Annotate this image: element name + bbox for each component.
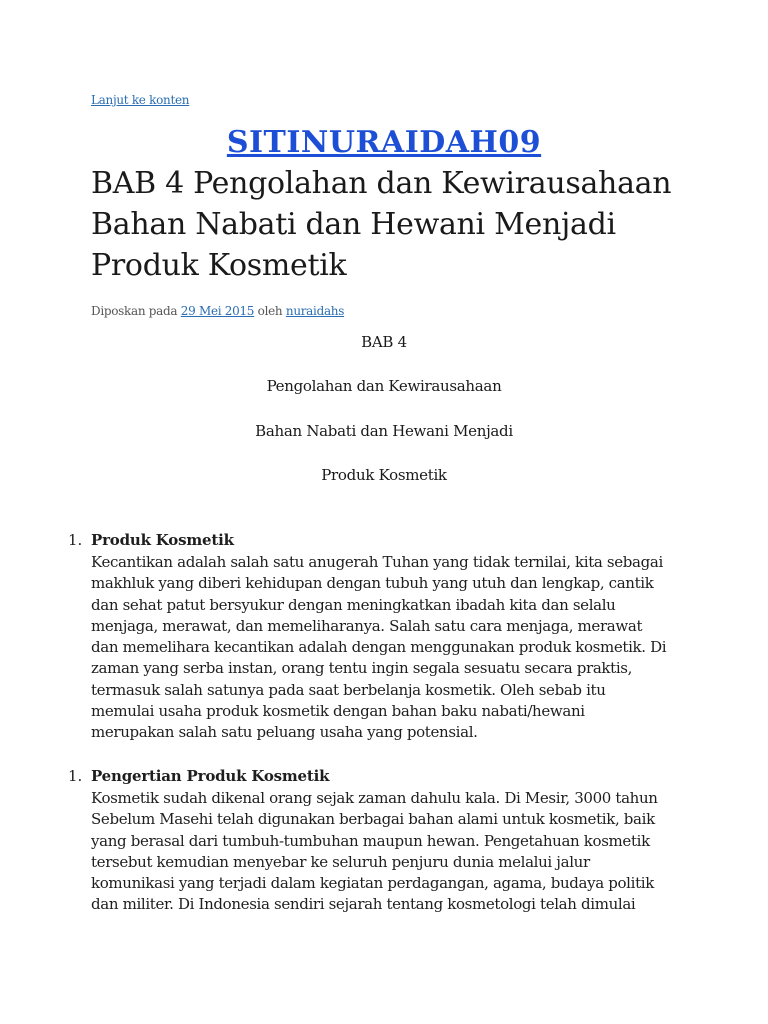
section-paragraph xyxy=(91,788,689,916)
paragraph-line: dan militer. Di Indonesia sendiri sejarah tentang kosmetologi telah dimulai xyxy=(91,895,636,914)
paragraph-line: komunikasi yang terjadi dalam kegiatan perdagangan, agama, budaya politik xyxy=(91,874,654,893)
post-title-line: BAB 4 Pengolahan dan Kewirausahaan xyxy=(91,166,672,201)
center-heading-line: Produk Kosmetik xyxy=(321,466,447,484)
paragraph-line: Sebelum Masehi telah digunakan berbagai bahan alami untuk kosmetik, baik xyxy=(91,810,655,829)
paragraph-line: Kecantikan adalah salah satu anugerah Tuhan yang tidak ternilai, kita sebagai xyxy=(91,553,663,571)
section-paragraph xyxy=(91,552,689,744)
paragraph-line: dan sehat patut bersyukur dengan meningkatkan ibadah kita dan selalu xyxy=(91,595,616,614)
post-title-line: Bahan Nabati dan Hewani Menjadi xyxy=(91,207,616,242)
paragraph-line: menjaga, merawat, dan memeliharanya. Salah satu cara menjaga, merawat xyxy=(91,616,643,635)
paragraph-line: yang berasal dari tumbuh-tumbuhan maupun hewan. Pengetahuan kosmetik xyxy=(91,831,650,850)
meta-prefix: Diposkan pada xyxy=(91,304,178,318)
paragraph-line: termasuk salah satunya pada saat berbelanja kosmetik. Oleh sebab itu xyxy=(91,680,606,699)
paragraph-line: dan memelihara kecantikan adalah dengan menggunakan produk kosmetik. Di xyxy=(91,638,667,657)
paragraph-line: Kosmetik sudah dikenal orang sejak zaman dahulu kala. Di Mesir, 3000 tahun xyxy=(91,789,658,807)
post-title xyxy=(91,163,711,286)
skip-to-content-link[interactable]: Lanjut ke konten xyxy=(91,93,190,107)
center-heading-line: BAB 4 xyxy=(361,333,407,351)
center-heading-line: Pengolahan dan Kewirausahaan xyxy=(266,377,502,395)
section-heading: Pengertian Produk Kosmetik xyxy=(91,767,330,785)
list-number: 1. xyxy=(68,531,83,549)
paragraph-line: memulai usaha produk kosmetik dengan bahan baku nabati/hewani xyxy=(91,702,585,721)
paragraph-line: tersebut kemudian menyebar ke seluruh penjuru dunia melalui jalur xyxy=(91,852,590,871)
paragraph-line: makhluk yang diberi kehidupan dengan tubuh yang utuh dan lengkap, cantik xyxy=(91,574,654,593)
site-title-link[interactable]: SITINURAIDAH09 xyxy=(226,125,542,160)
paragraph-line: zaman yang serba instan, orang tentu ingin segala sesuatu secara praktis, xyxy=(91,659,633,678)
section-heading: Produk Kosmetik xyxy=(91,531,234,549)
meta-by: oleh xyxy=(257,304,283,318)
author-link[interactable]: nuraidahs xyxy=(285,304,345,318)
list-number: 1. xyxy=(68,767,83,785)
paragraph-line: merupakan salah satu peluang usaha yang potensial. xyxy=(91,723,478,742)
post-meta xyxy=(91,304,344,318)
post-date-link[interactable]: 29 Mei 2015 xyxy=(180,304,255,318)
center-heading-line: Bahan Nabati dan Hewani Menjadi xyxy=(255,422,513,440)
post-title-line: Produk Kosmetik xyxy=(91,248,347,283)
